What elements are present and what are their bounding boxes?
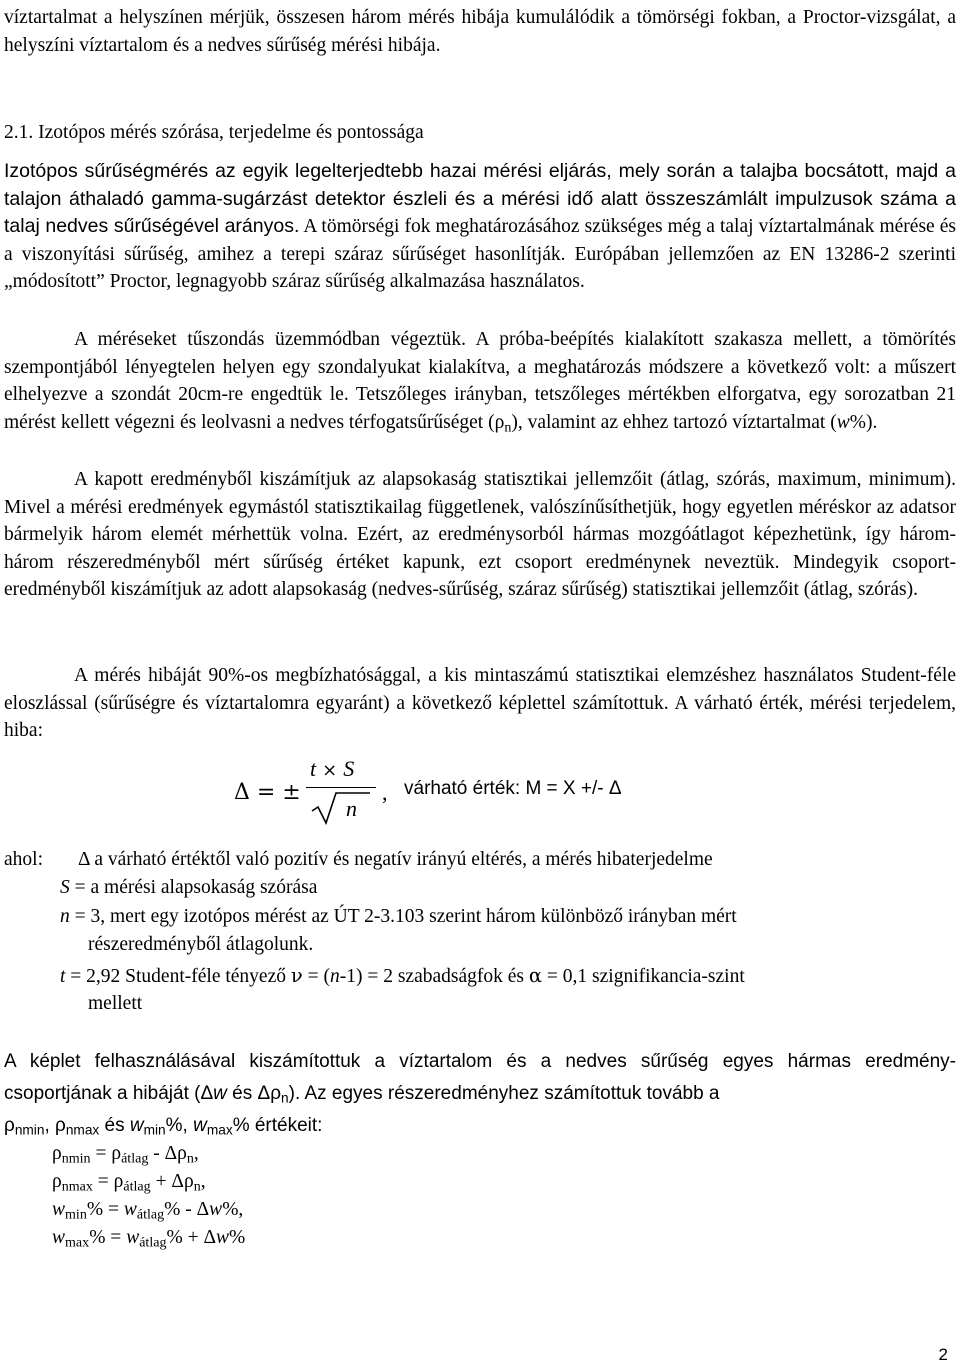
equation-w-max <box>52 1224 245 1251</box>
definition-delta <box>78 846 956 874</box>
eq4-pct-eq: % = <box>89 1227 127 1248</box>
w-symbol-1: w <box>129 1115 144 1136</box>
section-heading: 2.1. Izotópos mérés szórása, terjedelme és pontossága <box>4 122 424 143</box>
eq4-w3: w <box>216 1227 230 1248</box>
definition-t-continued <box>88 990 956 1018</box>
subscript-nmin: nmin <box>14 1122 45 1138</box>
paragraph-1 <box>4 158 956 296</box>
paragraph-5-text-b: ). Az egyes részeredményhez számítottuk tovább a <box>288 1083 720 1104</box>
fraction-bar <box>306 787 376 788</box>
eq3-sub-min: min <box>65 1206 87 1223</box>
conjunction-es: és <box>226 1083 258 1104</box>
paragraph-4 <box>4 662 956 745</box>
definition-t-continued-text: mellett <box>88 993 143 1014</box>
definition-n-text: = 3, mert egy izotópos mérést az ÚT 2-3.103 szerint három különböző irányban mért <box>69 906 737 927</box>
eq2-sub-nmax: nmax <box>61 1178 93 1195</box>
sqrt-icon <box>310 789 370 825</box>
eq2-comma: , <box>200 1171 206 1192</box>
symbol-n: n <box>60 906 70 927</box>
eq4-sub-max: max <box>65 1234 90 1251</box>
definition-n-continued <box>88 931 956 959</box>
eq4-w: w <box>52 1227 66 1248</box>
eq3-pct-minus-delta: % - Δ <box>164 1199 210 1220</box>
paragraph-1-sans-part: Izotópos sűrűségmérés az egyik legelterjedtebb hazai mérési eljárás, mely során a talajba bocsátott, majd a talajon áthaladó gamma-sugárzást detektor észleli és a mérési idő alatt összeszámlált impulzusok száma a talaj nedves sűrűségével arányos. <box>4 160 956 238</box>
subscript-nmax: nmax <box>65 1122 100 1138</box>
percent-separator: %, <box>165 1115 194 1136</box>
symbol-n-inline: n <box>329 966 340 987</box>
delta-symbol: Δ <box>200 1083 214 1104</box>
numerator-t: t <box>310 756 317 781</box>
eq1-rho: ρ <box>52 1143 62 1164</box>
conjunction-es-2: és <box>99 1115 130 1136</box>
eq1-eq-rho: = ρ <box>90 1143 122 1164</box>
rho-symbol-2: ρ <box>55 1115 66 1136</box>
paragraph-1-serif-part: A tömörségi fok meghatározásához szükséges még a talaj víztartalmának mérése és a viszonyítási sűrűség, amihez a terepi száraz sűrűséget hasonlítják. Európában jellemzően az EN 13286-2 szerinti „módosított” Proctor, legnagyobb száraz sűrűség alkalmazása használatos. <box>4 216 956 293</box>
subscript-max: max <box>206 1122 233 1138</box>
subscript-n-inline: n <box>281 1090 289 1106</box>
definition-s-text: = a mérési alapsokaság szórása <box>69 877 318 898</box>
formula-comma: , <box>382 780 388 805</box>
definition-n-continued-text: részeredményből átlagolunk. <box>88 934 314 955</box>
definition-delta-text: Δ a várható értéktől való pozitív és negatív irányú eltérés, a mérés hibaterjedelme <box>78 849 713 870</box>
paragraph-4-text: A mérés hibáját 90%-os megbízhatósággal, a kis mintaszámú statisztikai elemzéshez használatos Student-féle eloszlással (sűrűségre és víztartalomra egyaránt) a következő képlettel számítottuk. A várható érték, mérési terjedelem, hiba: <box>4 665 956 742</box>
equation-w-min <box>52 1196 243 1223</box>
eq3-w: w <box>52 1199 66 1220</box>
eq2-sub-n: n <box>193 1178 201 1195</box>
paragraph-5 <box>4 1046 956 1142</box>
eq1-sub-atlag: átlag <box>121 1150 149 1167</box>
formula-denominator: n <box>346 796 357 821</box>
separator: , <box>44 1115 56 1136</box>
definition-t-text-b: = ( <box>302 966 330 987</box>
paragraph-3 <box>4 466 956 604</box>
eq3-w2: w <box>123 1199 137 1220</box>
eq2-sub-atlag: átlag <box>123 1178 151 1195</box>
subscript-min: min <box>143 1122 166 1138</box>
eq1-sub-n: n <box>186 1150 194 1167</box>
definition-t <box>60 962 956 991</box>
eq4-end: % <box>229 1227 246 1248</box>
paragraph-5-end: % értékeit: <box>232 1115 323 1136</box>
definition-t-text-d: = 0,1 szignifikancia-szint <box>542 966 745 987</box>
eq4-sub-atlag: átlag <box>139 1234 167 1251</box>
w-symbol: w <box>836 411 850 433</box>
eq3-end: %, <box>222 1199 244 1220</box>
definition-s <box>60 874 956 902</box>
paragraph-intro <box>4 4 956 59</box>
eq3-sub-atlag: átlag <box>136 1206 165 1223</box>
formula-fraction <box>306 756 376 824</box>
paragraph-3-text: A kapott eredményből kiszámítjuk az alapsokaság statisztikai jellemzőit (átlag, szórás, maximum, minimum). Mivel a mérési eredmények egymástól statisztikailag függetlenek, valószínűsíthetjük, hogy egyetlen méréskor az adatsor bármelyik három elemét mérhettük volna. Ezért, az eredménysorból hármas mozgóátlagot képezhetünk, így három-három részeredményből mért sűrűség értéket kapunk, ezt csoport eredménynek neveztük. Mindegyik csoport-eredményből kiszámítjuk az adott alapsokaság (nedves-sűrűség, száraz sűrűség) statisztikai jellemzőit (átlag, szórás). <box>4 469 956 601</box>
eq4-w2: w <box>126 1227 140 1248</box>
eq2-rho: ρ <box>52 1171 62 1192</box>
definition-t-text-a: = 2,92 Student-féle tényező <box>65 966 291 987</box>
definition-t-text-c: -1) = 2 szabadságfok és <box>339 966 529 987</box>
rho-symbol: ρ <box>494 411 505 433</box>
equation-rho-nmin <box>52 1140 199 1167</box>
formula-numerator <box>310 756 354 782</box>
eq4-pct-plus-delta: % + Δ <box>166 1227 217 1248</box>
definition-n <box>60 903 956 931</box>
equation-rho-nmax <box>52 1168 206 1195</box>
numerator-s: S <box>343 756 355 781</box>
formula-expected-value: várható érték: M = X +/- Δ <box>404 778 622 799</box>
error-formula <box>234 756 754 824</box>
delta-rho-symbol: Δρ <box>257 1083 282 1104</box>
rho-symbol-1: ρ <box>4 1115 15 1136</box>
paragraph-2-text-a: A méréseket tűszondás üzemmódban végeztük. A próba-beépítés kialakított szakasza mellett, a tömörítés szempontjából lényegtelen helyen egy szondalyukat kialakítva, a meghatározás módszere a következő volt: a műszert elhelyezve a szondát 20cm-re engedtük le. Tetszőleges irányban, tetszőleges mértékben elforgatva, egy sorozatban 21 mérést kellett végezni és leolvasni a nedves térfogatsűrűséget ( <box>4 329 956 433</box>
eq3-pct-eq: % = <box>86 1199 124 1220</box>
eq1-comma: , <box>193 1143 199 1164</box>
paragraph-2-text-c: %). <box>849 411 878 433</box>
eq2-eq-rho: = ρ <box>92 1171 124 1192</box>
formula-lhs: Δ = ± <box>234 780 301 805</box>
paragraph-2-text-b: ), valamint az ehhez tartozó víztartalmat ( <box>511 411 837 433</box>
eq3-w3: w <box>209 1199 223 1220</box>
w-symbol-2: w <box>193 1115 207 1136</box>
page-number: 2 <box>938 1345 948 1364</box>
w-symbol-inline: w <box>213 1083 227 1104</box>
symbol-t: t <box>60 966 66 987</box>
eq1-sub-nmin: nmin <box>61 1150 91 1167</box>
subscript-n: n <box>504 419 512 436</box>
paragraph-5-text-a: A képlet felhasználásával kiszámítottuk a víztartalom és a nedves sűrűség egyes hármas eredmény-csoportjának a hibáját ( <box>4 1051 956 1104</box>
nu-symbol: ν <box>290 964 303 987</box>
alpha-symbol: α <box>528 964 543 987</box>
eq1-minus-delta-rho: - Δρ <box>148 1143 187 1164</box>
symbol-s: S <box>60 877 70 898</box>
paragraph-intro-text: víztartalmat a helyszínen mérjük, összesen három mérés hibája kumulálódik a tömörségi fokban, a Proctor-vizsgálat, a helyszíni víztartalom és a nedves sűrűség mérési hibája. <box>4 7 956 56</box>
eq2-plus-delta-rho: + Δρ <box>150 1171 194 1192</box>
ahol-label: ahol: <box>4 849 43 870</box>
times-symbol: × <box>322 760 338 781</box>
paragraph-2 <box>4 326 956 436</box>
